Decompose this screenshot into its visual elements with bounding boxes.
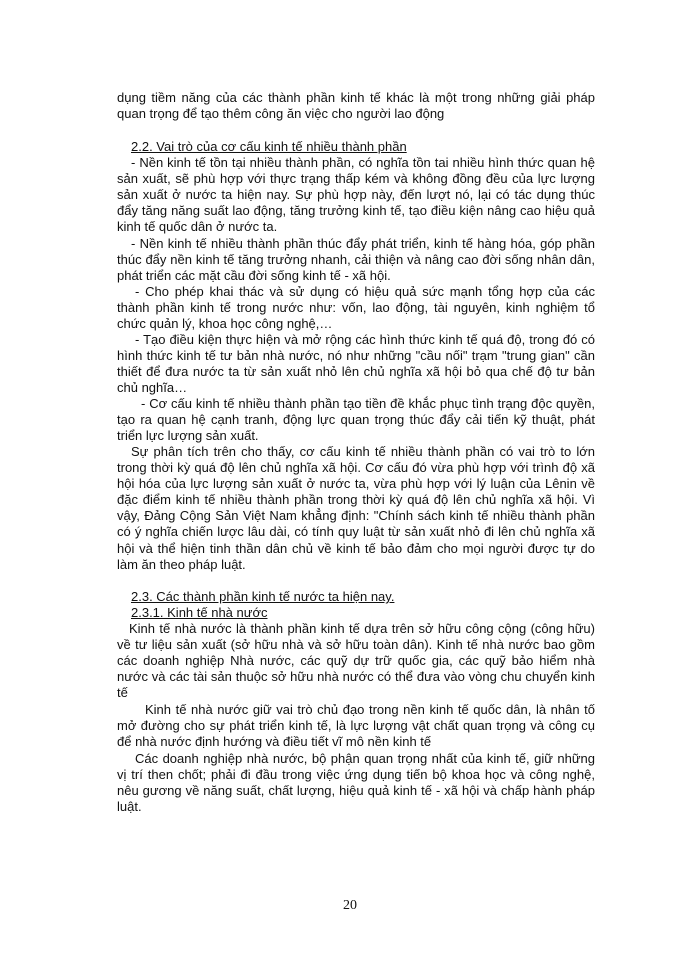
- paragraph-resources: - Cho phép khai thác và sử dụng có hiệu quả sức mạnh tổng hợp của các thành phần kinh tế trong nước như: vốn, lao động, tài nguyên, kinh nghiệm tổ chức quản lý, khoa học công nghệ,…: [117, 284, 595, 332]
- paragraph-competition: - Cơ cấu kinh tế nhiều thành phần tạo tiền đề khắc phục tình trạng độc quyền, tạo ra quan hệ cạnh tranh, động lực quan trọng thúc đẩy cải tiến kỹ thuật, phát triển lực lượng sản xuất.: [117, 396, 595, 444]
- paragraph-state-enterprises: Các doanh nghiệp nhà nước, bộ phận quan trọng nhất của kinh tế, giữ những vị trí then chốt; phải đi đầu trong việc ứng dụng tiến bộ khoa học và công nghệ, nêu gương về năng suất, chất lượng, hiệu quả kinh tế - xã hội và chấp hành pháp luật.: [117, 751, 595, 815]
- section-heading-2-3-1: 2.3.1. Kinh tế nhà nước: [131, 605, 268, 620]
- paragraph-diversity: - Nền kinh tế tồn tại nhiều thành phần, có nghĩa tồn tai nhiều hình thức quan hệ sản xuất, sẽ phù hợp với thực trạng thấp kém và không đồng đều của lực lượng sản xuất ở nước ta hiện nay. Sự phù hợp này, đến lượt nó, lại có tác dụng thúc đẩy tăng năng suất lao động, tăng trưởng kinh tế, tạo điều kiện nâng cao hiệu quả kinh tế quốc dân ở nước ta.: [117, 155, 595, 235]
- section-heading-2-3: 2.3. Các thành phần kinh tế nước ta hiện nay.: [131, 589, 395, 604]
- paragraph-leading-role: Kinh tế nhà nước giữ vai trò chủ đạo trong nền kinh tế quốc dân, là nhân tố mở đường cho sự phát triển kinh tế, là lực lượng vật chất quan trọng và công cụ để nhà nước định hướng và điều tiết vĩ mô nền kinh tế: [117, 702, 595, 750]
- paragraph-transition: - Tạo điều kiện thực hiện và mở rộng các hình thức kinh tế quá độ, trong đó có hình thức kinh tế tư bản nhà nước, nó như những "cầu nối" trạm "trung gian" cần thiết để đưa nước ta từ sản xuất nhỏ lên chủ nghĩa xã hội bỏ qua chế độ tư bản chủ nghĩa…: [117, 332, 595, 396]
- intro-paragraph: dụng tiềm năng của các thành phần kinh tế khác là một trong những giải pháp quan trọng để tạo thêm công ăn việc cho người lao động: [117, 90, 595, 122]
- paragraph-growth: - Nền kinh tế nhiều thành phần thúc đẩy phát triển, kinh tế hàng hóa, góp phần thúc đẩy nền kinh tế tăng trưởng nhanh, cải thiện và nâng cao đời sống nhân dân, phát triển các mặt cầu đời sống kinh tế - xã hội.: [117, 236, 595, 284]
- paragraph-state-economy: Kinh tế nhà nước là thành phần kinh tế dựa trên sở hữu công cộng (công hữu) về tư liệu sản xuất (sở hữu nhà và sở hữu toàn dân). Kinh tế nhà nước bao gồm các doanh nghiệp Nhà nước, các quỹ dự trữ quốc gia, các quỹ bảo hiểm nhà nước và các tài sản thuộc sở hữu nhà nước có thể đưa vào vòng chu chuyển kinh tế: [117, 621, 595, 701]
- paragraph-analysis: Sự phân tích trên cho thấy, cơ cấu kinh tế nhiều thành phần có vai trò to lớn trong thời kỳ quá độ lên chủ nghĩa xã hội. Cơ cấu đó vừa phù hợp với trình độ xã hội hóa của lực lượng sản xuất ở nước ta, vừa phù hợp với lý luận của Lênin về đặc điểm kinh tế nhiều thành phần trong thời kỳ quá độ lên chủ nghĩa xã hội. Vì vậy, Đảng Cộng Sản Việt Nam khẳng định: "Chính sách kinh tế nhiều thành phần có ý nghĩa chiến lược lâu dài, có tính quy luật từ sản xuất nhỏ đi lên chủ nghĩa xã hội và thể hiện tinh thần dân chủ về kinh tế bảo đảm cho mọi người được tự do làm ăn theo pháp luật.: [117, 444, 595, 572]
- section-heading-2-2: 2.2. Vai trò của cơ cấu kinh tế nhiều thành phần: [131, 139, 407, 154]
- page-number: 20: [343, 898, 357, 913]
